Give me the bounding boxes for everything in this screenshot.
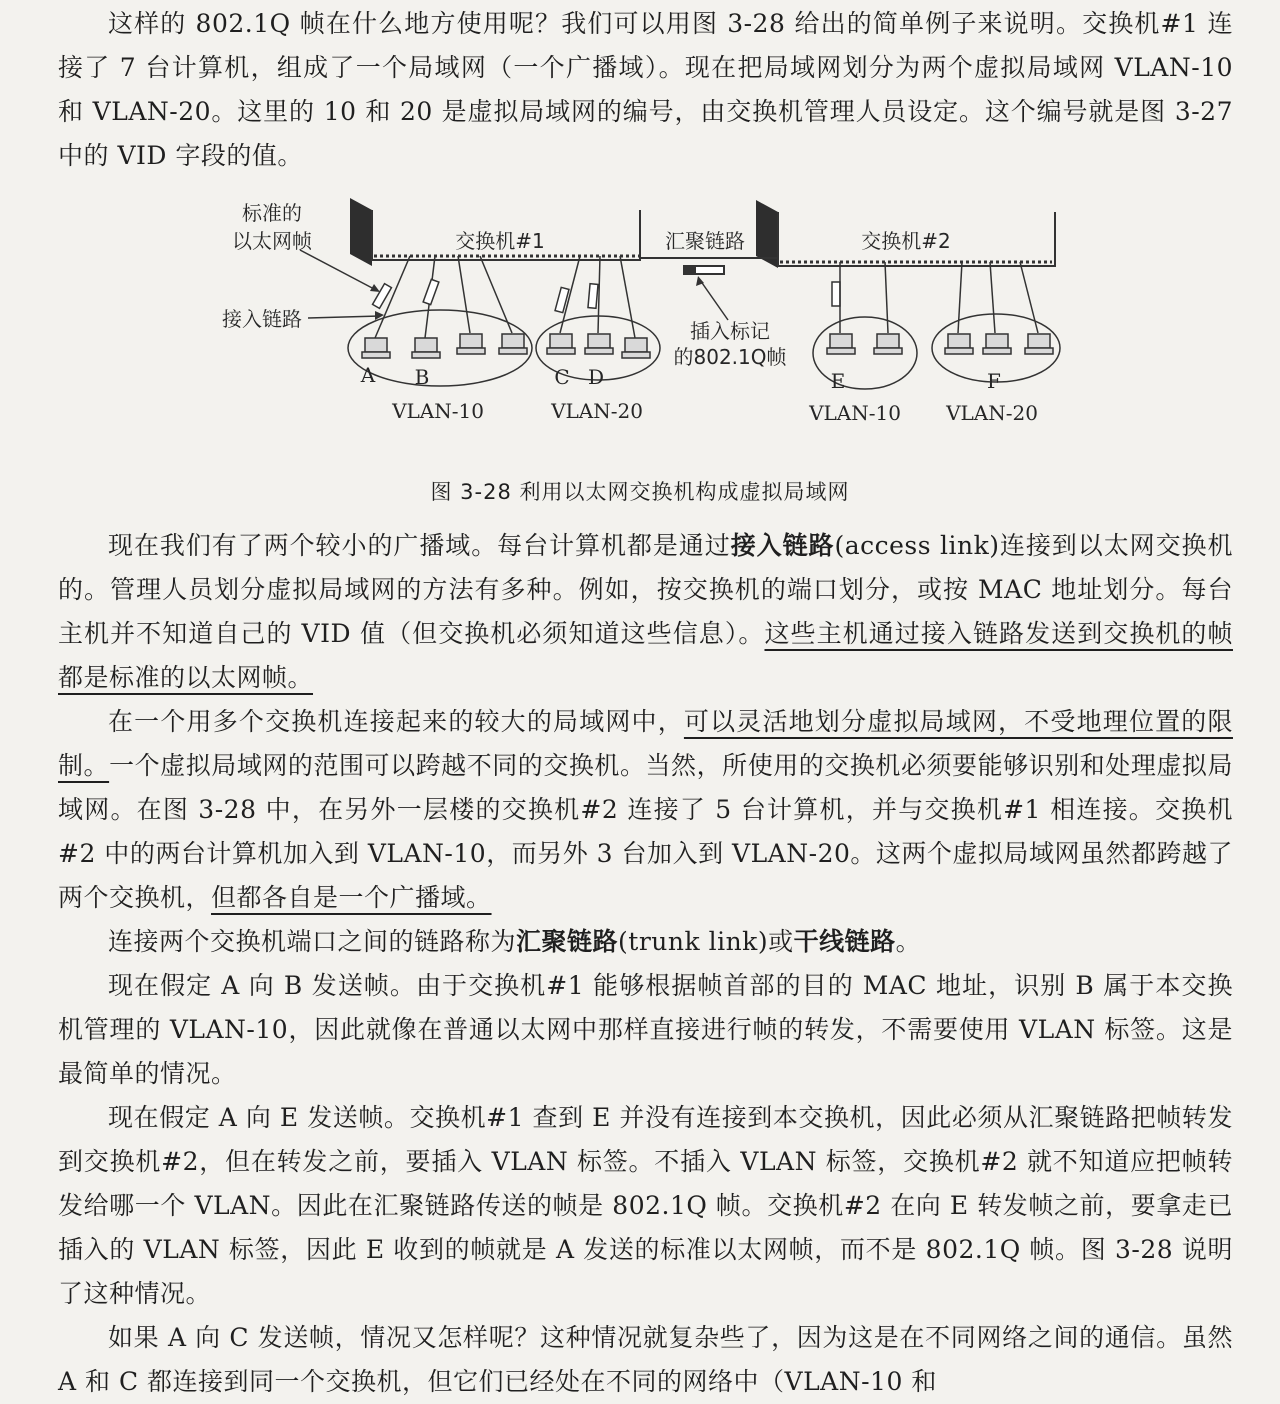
tagged-frame-label-2: 的802.1Q帧 <box>673 345 787 369</box>
vlan-label: VLAN-10 <box>392 399 484 423</box>
tagged-frame-label-1: 插入标记 <box>690 319 770 343</box>
paragraph-3: 连接两个交换机端口之间的链路称为汇聚链路(trunk link)或干线链路。 <box>108 927 922 956</box>
paragraph-2: 在一个用多个交换机连接起来的较大的局域网中，可以灵活地划分虚拟局域网，不受地理位置的限制。一个虚拟局域网的范围可以跨越不同的交换机。当然，所使用的交换机必须要能够识别和处理虚拟局域网。在图 3-28 中，在另外一层楼的交换机#2 连接了 5 台计算机，并与交换机#1 相连接。交换机#2 中的两台计算机加入到 VLAN-10，而另外 3 台加入到 VLAN-20。这两个虚拟局域网虽然都跨越了两个交换机，但都各自是一个广播域。 <box>58 707 1233 912</box>
switch-2-links <box>840 262 1038 333</box>
computer-label-b: B <box>414 365 430 389</box>
figure-caption: 图 3-28 利用以太网交换机构成虚拟局域网 <box>430 480 850 504</box>
vlan-label: VLAN-20 <box>551 399 643 423</box>
paragraph-1: 现在我们有了两个较小的广播域。每台计算机都是通过接入链路(access link)连接到以太网交换机的。管理人员划分虚拟局域网的方法有多种。例如，按交换机的端口划分，或按 MAC 地址划分。每台主机并不知道自己的 VID 值（但交换机必须知道这些信息）。这些主机通过接入链路发送到交换机的帧都是标准的以太网帧。 <box>58 531 1233 692</box>
access-link-frames <box>373 279 840 312</box>
switch-1-label: 交换机#1 <box>455 229 545 253</box>
computer-label-f: F <box>987 369 1001 393</box>
computer-label-e: E <box>830 369 846 393</box>
paragraph-5: 现在假定 A 向 E 发送帧。交换机#1 查到 E 并没有连接到本交换机，因此必须从汇聚链路把帧转发到交换机#2，但在转发之前，要插入 VLAN 标签。不插入 VLAN 标签，交换机#2 就不知道应把帧转发给哪一个 VLAN。因此在汇聚链路传送的帧是 802.1Q 帧。交换机#2 在向 E 转发帧之前，要拿走已插入的 VLAN 标签，因此 E 收到的帧就是 A 发送的标准以太网帧，而不是 802.1Q 帧。图 3-28 说明了这种情况。 <box>58 1103 1233 1308</box>
figure-3-28 <box>200 188 1080 458</box>
computer-label-d: D <box>587 365 605 389</box>
switch-2-label: 交换机#2 <box>861 229 951 253</box>
paragraph-4: 现在假定 A 向 B 发送帧。由于交换机#1 能够根据帧首部的目的 MAC 地址，识别 B 属于本交换机管理的 VLAN-10，因此就像在普通以太网中那样直接进行帧的转发，不需要使用 VLAN 标签。这是最简单的情况。 <box>58 971 1233 1088</box>
intro-paragraph <box>58 2 1233 178</box>
standard-frame-label-2: 以太网帧 <box>232 229 312 253</box>
body-text <box>58 524 1233 1404</box>
computer-label-c: C <box>554 365 570 389</box>
computer-label-a: A <box>360 363 376 387</box>
trunk-link-label: 汇聚链路 <box>665 229 745 253</box>
access-link-label: 接入链路 <box>222 307 302 331</box>
vlan-label: VLAN-10 <box>809 401 901 425</box>
intro-text: 这样的 802.1Q 帧在什么地方使用呢？我们可以用图 3-28 给出的简单例子来说明。交换机#1 连接了 7 台计算机，组成了一个局域网（一个广播域）。现在把局域网划分为两个虚拟局域网 VLAN-10 和 VLAN-20。这里的 10 和 20 是虚拟局域网的编号，由交换机管理人员设定。这个编号就是图 3-27 中的 VID 字段的值。 <box>58 9 1233 170</box>
paragraph-6: 如果 A 向 C 发送帧，情况又怎样呢？这种情况就复杂些了，因为这是在不同网络之间的通信。虽然 A 和 C 都连接到同一个交换机，但它们已经处在不同的网络中（VLAN-10 和 <box>58 1323 1233 1396</box>
vlan-diagram <box>200 188 1080 458</box>
standard-frame-label-1: 标准的 <box>242 201 302 225</box>
vlan-label: VLAN-20 <box>946 401 1038 425</box>
